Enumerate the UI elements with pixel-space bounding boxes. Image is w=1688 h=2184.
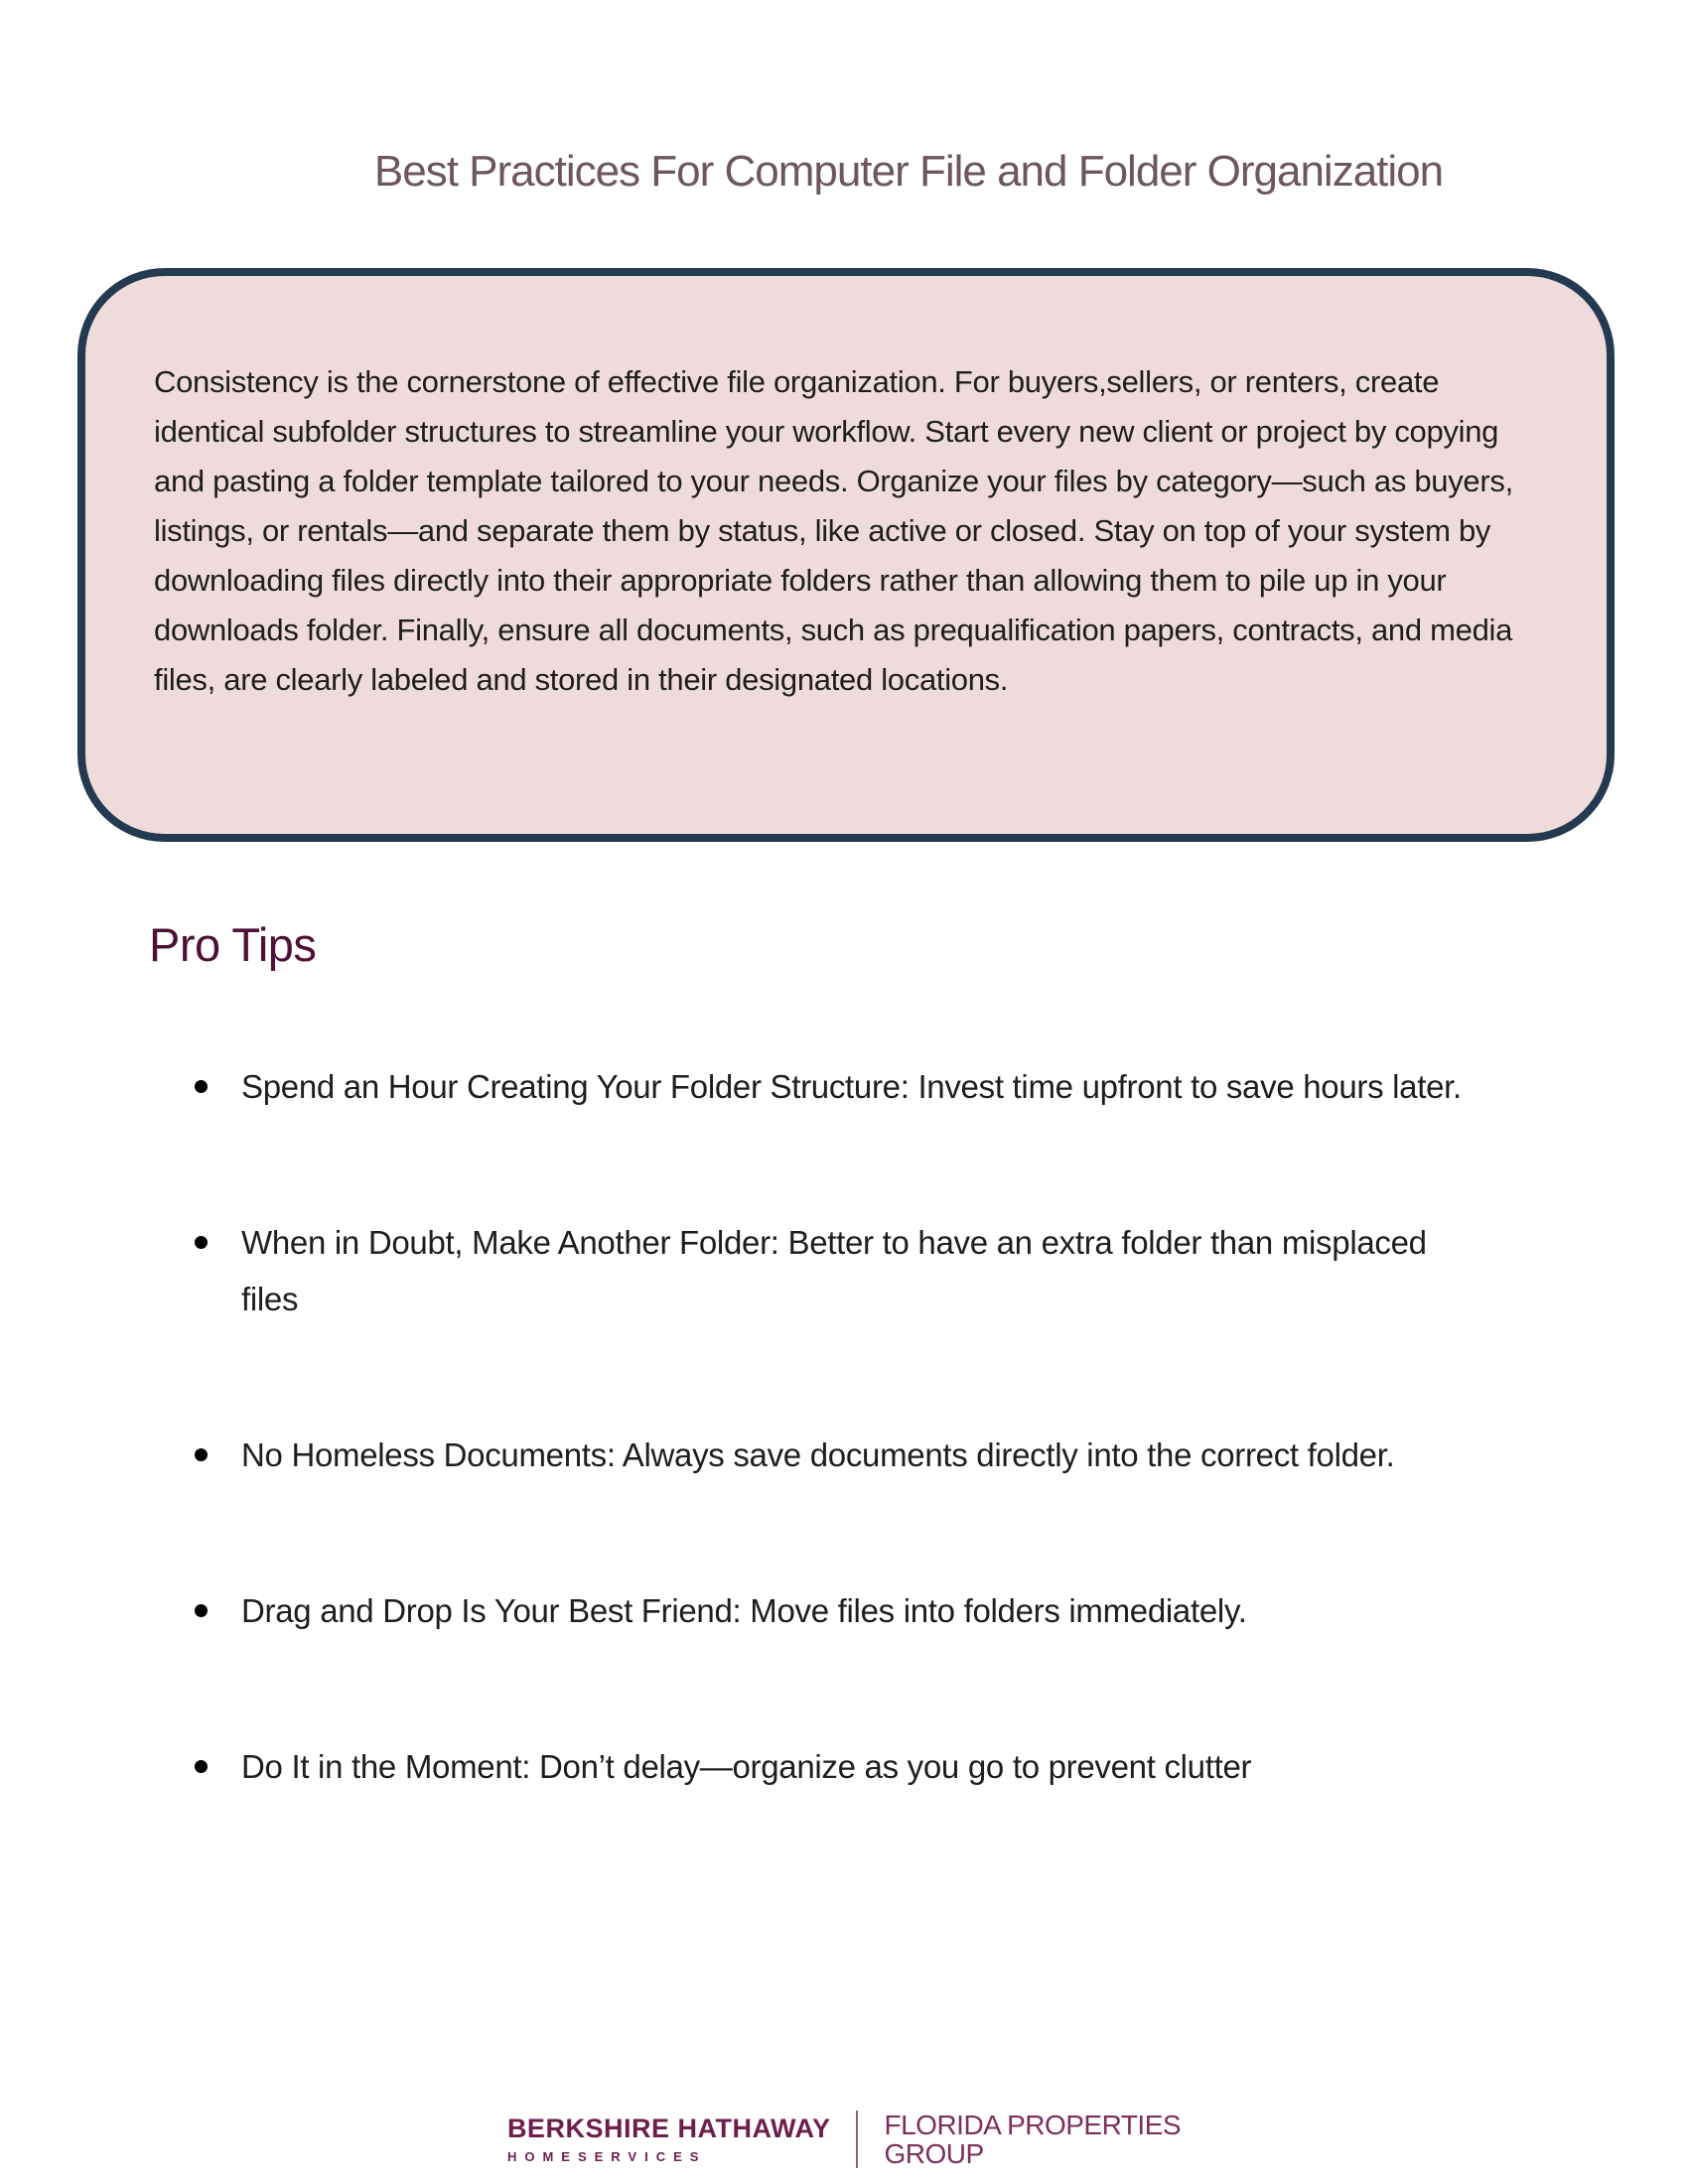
footer-brand-logo [0, 2109, 1688, 2168]
tip-text: No Homeless Documents: Always save documents directly into the correct folder. [241, 1436, 1395, 1473]
bullet-icon [195, 1448, 208, 1461]
tip-text: Spend an Hour Creating Your Folder Structure: Invest time upfront to save hours later. [241, 1068, 1462, 1105]
brand-right-line1: FLORIDA PROPERTIES [884, 2110, 1182, 2140]
list-item [195, 1427, 1525, 1483]
brand-left-block [507, 2109, 831, 2164]
tip-text: When in Doubt, Make Another Folder: Better to have an extra folder than misplaced files [241, 1224, 1427, 1317]
bullet-icon [195, 1760, 208, 1773]
brand-right-line2: GROUP [884, 2138, 984, 2169]
callout-paragraph: Consistency is the cornerstone of effective file organization. For buyers,sellers, or renters, create identical subfolder structures to streamline your workflow. Start every new client or project by copying and pasting a folder template tailored to your needs. Organize your files by category—such as buyers, listings, or rentals—and separate them by status, like active or closed. Stay on top of your system by downloading files directly into their appropriate folders rather than allowing them to pile up in your downloads folder. Finally, ensure all documents, such as prequalification papers, contracts, and media files, are clearly labeled and stored in their designated locations. [154, 364, 1513, 697]
bullet-icon [195, 1604, 208, 1617]
tip-text: Do It in the Moment: Don’t delay—organize as you go to prevent clutter [241, 1748, 1252, 1785]
list-item [195, 1214, 1525, 1327]
list-item [195, 1582, 1525, 1639]
pro-tips-list [195, 1058, 1525, 1894]
tip-text: Drag and Drop Is Your Best Friend: Move files into folders immediately. [241, 1592, 1247, 1629]
brand-primary-text: BERKSHIRE HATHAWAY [506, 2114, 831, 2143]
brand-secondary-text: HOMESERVICES [506, 2149, 707, 2164]
page-title: Best Practices For Computer File and Folder Organization [373, 147, 1444, 196]
consistency-callout-box [77, 268, 1615, 842]
list-item [195, 1738, 1525, 1795]
bullet-icon [195, 1080, 208, 1093]
brand-divider [856, 2111, 858, 2168]
bullet-icon [195, 1236, 208, 1249]
list-item [195, 1058, 1525, 1115]
pro-tips-heading: Pro Tips [149, 918, 317, 971]
brand-right-block [884, 2109, 1181, 2168]
